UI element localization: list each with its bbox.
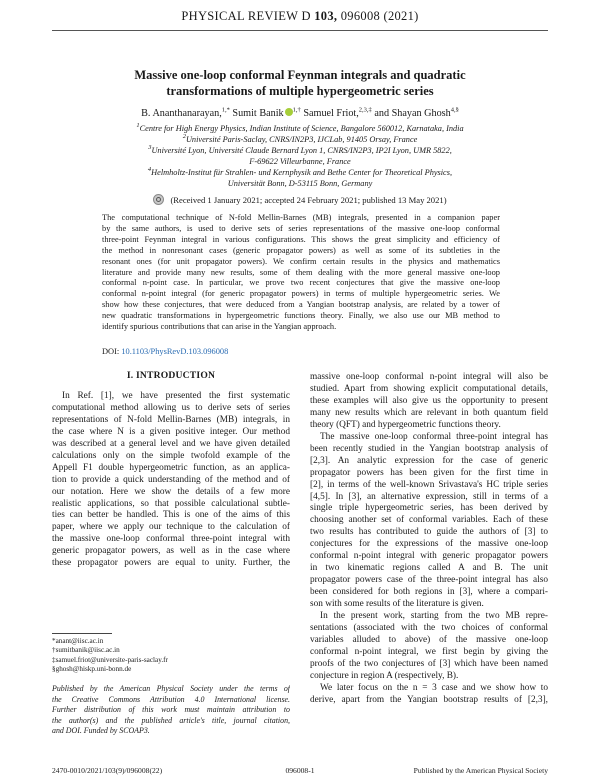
- body-line: these examples will also give us the opportunity to present: [310, 395, 548, 406]
- footnote-email[interactable]: §ghosh@hiskp.uni-bonn.de: [52, 664, 132, 673]
- body-line: variables alluded to above) of the massive one-loop: [310, 634, 548, 645]
- body-line: ties can better be handled. This is one of the aims of this: [52, 510, 290, 521]
- body-line: computational method allowing us to derive sets of series: [52, 402, 290, 413]
- author-4: and Shayan Ghosh: [374, 108, 451, 119]
- abstract-line: new quadratic transformations in hypergeometric functions theory. Finally, we also use our MB method to: [102, 311, 500, 321]
- body-line: paper, where we apply our technique to the calculation of: [52, 522, 290, 533]
- left-column: [52, 370, 290, 570]
- affiliation: F-69622 Villeurbanne, France: [249, 157, 351, 166]
- author-4-sup: 4,§: [450, 106, 459, 114]
- section-heading: I. INTRODUCTION: [126, 370, 216, 381]
- affiliation: $^1$Centre for High Energy Physics, Indian Institute of Science, Bangalore 560012, Karnataka, India: [136, 122, 464, 133]
- footer-publisher: Published by the American Physical Society: [413, 766, 548, 775]
- body-line: generic propagator powers, as well as in the case where: [52, 546, 290, 557]
- abstract-line: show how these conjectures, that were deduced from a Yangian bootstrap analysis, are related by a tower of: [102, 300, 500, 310]
- body-line: conformal n-point integral, we first begin by giving the: [310, 646, 548, 657]
- doi: [102, 347, 228, 356]
- abstract-line: conformal n-point integral (for generic propagator powers) in terms of multiple hypergeometric series. We: [102, 289, 500, 299]
- body-line: In the present work, starting from the two MB repre-: [320, 611, 548, 622]
- body-line: theory (QFT) and hypergeometric functions theory.: [310, 419, 501, 430]
- body-line: choosing another set of conformal variables. Each of these: [310, 515, 548, 526]
- footnote-email[interactable]: ‡samuel.friot@universite-paris-saclay.fr: [52, 655, 168, 664]
- orcid-icon[interactable]: [285, 108, 293, 116]
- received-dates: [60, 194, 540, 206]
- page-footer: [52, 766, 548, 776]
- body-line: studied. Apart from showing explicit computational details,: [310, 383, 548, 394]
- body-line: single triple hypergeometric series, has been derived by: [310, 503, 548, 514]
- body-line: We later focus on the n = 3 case and we show how to: [320, 682, 548, 693]
- abstract-line: conformal n-point case. In particular, we prove two recent conjectures that give the massive one-loop: [102, 278, 500, 288]
- body-line: Appell F1 double hypergeometric function, as an applica-: [52, 462, 290, 473]
- received-text: (Received 1 January 2021; accepted 24 February 2021; published 13 May 2021): [170, 195, 447, 205]
- affiliation: $^3$Université Lyon, Université Claude Bernard Lyon 1, CNRS/IN2P3, IP2I Lyon, UMR 5822,: [148, 144, 452, 155]
- license-line: the Creative Commons Attribution 4.0 International license.: [52, 694, 290, 704]
- title-line-1: Massive one-loop conformal Feynman integrals and quadratic: [134, 68, 466, 82]
- body-line: the case where N is a given positive integer. Our method: [52, 426, 290, 437]
- footnotes: [52, 637, 292, 674]
- affiliations: [60, 123, 540, 189]
- affiliation: $^2$Université Paris-Saclay, CNRS/IN2P3, IJCLab, 91405 Orsay, France: [182, 133, 418, 144]
- author-2-sup: 1,†: [292, 106, 301, 114]
- body-line: realistic applications, so that possible calculational subtle-: [52, 498, 290, 509]
- footnote-rule: [52, 633, 112, 634]
- author-1-sup: 1,*: [221, 106, 230, 114]
- abstract-line: by the same authors, is used to derive sets of series representations of the massive one-loop conformal: [102, 223, 500, 233]
- body-line: [2], in terms of the well-known Srivastava's HC triple series: [310, 479, 548, 490]
- journal-name: PHYSICAL REVIEW D: [181, 9, 311, 23]
- author-3: Samuel Friot,: [303, 108, 359, 119]
- footnote-email[interactable]: †sumitbanik@iisc.ac.in: [52, 646, 120, 655]
- journal-header: [0, 9, 600, 24]
- body-line: son with some results of the literature is given.: [310, 599, 484, 610]
- license-line: the author(s) and the published article's title, journal citation,: [52, 715, 290, 725]
- body-line: sentations (associated with the two choices of conformal: [310, 623, 548, 634]
- body-line: two results has contributed to guide the authors of [3] to: [310, 527, 548, 538]
- author-1: B. Ananthanarayan,: [141, 108, 222, 119]
- body-line: massive one-loop conformal n-point integral will also be: [310, 372, 548, 382]
- affiliation: Universität Bonn, D-53115 Bonn, Germany: [227, 179, 373, 188]
- author-2: Sumit Banik: [232, 108, 284, 119]
- affiliation: $^4$Helmholtz-Institut für Strahlen- und Kernphysik and Bethe Center for Theoretical Physics,: [147, 166, 453, 177]
- license-line: and DOI. Funded by SCOAP3.: [52, 726, 150, 735]
- license-line: Published by the American Physical Society under the terms of: [52, 684, 290, 693]
- body-line: our notation. Here we show the details of a few more: [52, 486, 290, 497]
- license-note: [52, 684, 290, 737]
- article-number: 096008 (2021): [340, 9, 419, 23]
- doi-label: DOI:: [102, 347, 120, 356]
- body-line: representations of N-fold Mellin-Barnes (MB) integrals, in: [52, 414, 290, 425]
- title-line-2: transformations of multiple hypergeometric series: [166, 83, 434, 98]
- body-line: the massive one-loop conformal three-point integral with: [52, 534, 290, 545]
- body-line: [4,5]. In [3], an alternative expression, still in terms of a: [310, 491, 548, 502]
- header-rule: [52, 30, 548, 31]
- body-line: propagator powers case of the three-point integral has also: [310, 575, 548, 586]
- abstract: [102, 213, 500, 333]
- body-line: was described at a general level and we have given detailed: [52, 438, 290, 449]
- body-line: many new results which are relevant in both quantum field: [310, 407, 548, 418]
- body-line: [2,3]. An analytic expression for the case of generic: [310, 455, 548, 466]
- abstract-line: The computational technique of N-fold Mellin-Barnes (MB) integrals, presented in a companion paper: [102, 213, 500, 222]
- footer-issn: 2470-0010/2021/103(9)/096008(22): [52, 766, 163, 775]
- abstract-line: the method in nonresonant cases (generic propagator powers) as well as some of its subtleties in the: [102, 245, 500, 255]
- body-line: In Ref. [1], we have presented the first systematic: [62, 390, 290, 401]
- footer-page-number: 096008-1: [285, 766, 315, 775]
- right-column: [310, 372, 548, 707]
- license-line: Further distribution of this work must maintain attribution to: [52, 705, 290, 714]
- paper-title: [100, 68, 500, 99]
- abstract-line: three-point Feynman integral in various configurations. This shows the great simplicity and efficiency of: [102, 234, 500, 244]
- author-3-sup: 2,3,‡: [358, 106, 372, 114]
- body-line: these propagator powers are equal to unity. Further, the: [52, 558, 290, 569]
- body-line: calculations only on the simple twofold example of the: [52, 450, 290, 461]
- journal-volume: 103,: [314, 9, 338, 23]
- body-line: derive, apart from the Yangian bootstrap results of [2,3],: [310, 694, 548, 705]
- body-line: conjecture in region A (respectively, B).: [310, 670, 459, 681]
- body-line: been considered for both regions in [3], where a compari-: [310, 587, 548, 598]
- body-line: tion to provide a quick understanding of the method and of: [52, 474, 290, 485]
- abstract-line: identify spurious contributions that can arise in the Yangian approach.: [102, 322, 337, 332]
- body-line: conformal n-point integral with generic propagator powers: [310, 551, 548, 562]
- footnote-email[interactable]: *anant@iisc.ac.in: [52, 637, 104, 645]
- abstract-line: literature and provide many new results, some of them dealing with the more general massive one-loop: [102, 267, 500, 277]
- body-line: propagator powers has been given for the first time in: [310, 467, 548, 478]
- body-line: conjectures for the expressions of the massive one-loop: [310, 539, 548, 550]
- author-list: [60, 107, 540, 120]
- check-for-updates-icon[interactable]: [153, 194, 164, 205]
- body-line: been recently studied in the Yangian bootstrap analysis of: [310, 443, 548, 454]
- body-line: in two kinematic regions called A and B. The unit: [310, 563, 548, 574]
- body-line: proofs of the two conjectures of [3] which have been named: [310, 658, 548, 669]
- abstract-line: resonant ones (for unit propagator powers). We confirm certain results in the physics and mathematics: [102, 256, 500, 266]
- doi-link[interactable]: 10.1103/PhysRevD.103.096008: [121, 347, 229, 356]
- body-line: The massive one-loop conformal three-point integral has: [320, 431, 548, 442]
